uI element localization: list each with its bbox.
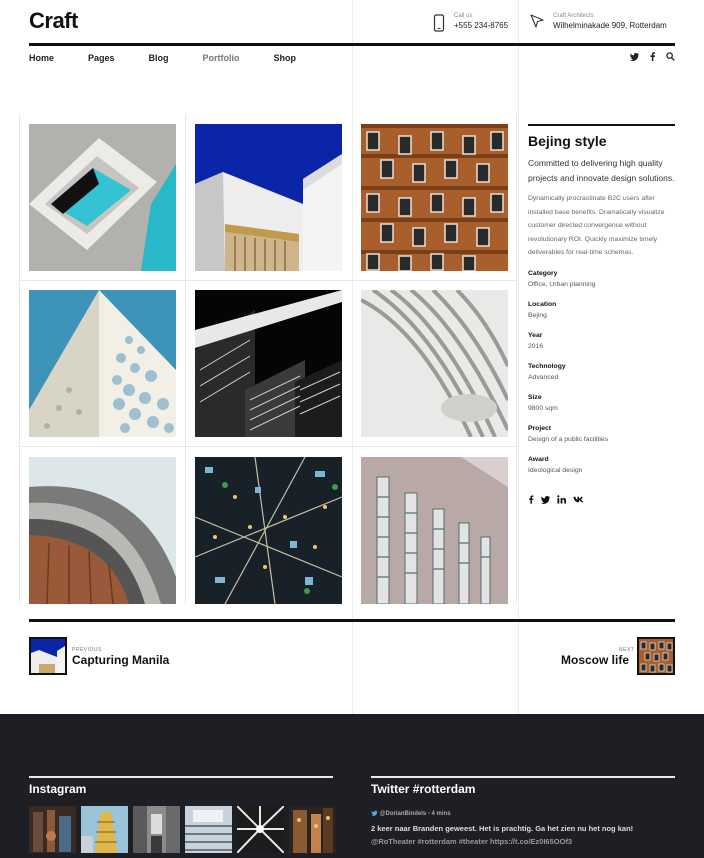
nav-portfolio[interactable]: Portfolio bbox=[202, 53, 240, 63]
nav-blog[interactable]: Blog bbox=[148, 53, 169, 63]
header-address[interactable] bbox=[530, 12, 667, 31]
phone-number: +555 234-8765 bbox=[454, 21, 509, 30]
search-icon[interactable] bbox=[666, 52, 675, 63]
project-description: Dynamically procrastinate B2C users after installed base benefits. Dramatically visualize customer directed convergence without revolutionary ROI. Quickly maximize timely deliverables for real-time schemas. bbox=[528, 195, 665, 256]
nav-pages[interactable]: Pages bbox=[88, 53, 115, 63]
gallery-image-5[interactable] bbox=[195, 290, 342, 437]
gallery-image-2[interactable] bbox=[195, 124, 342, 271]
gallery-image-9[interactable] bbox=[361, 457, 508, 604]
prev-thumbnail[interactable] bbox=[29, 637, 67, 675]
gallery-image-6[interactable] bbox=[361, 290, 508, 437]
next-label: NEXT bbox=[619, 647, 635, 653]
field-label-technology: Technology bbox=[528, 362, 566, 370]
tweet-body bbox=[371, 822, 681, 848]
twitter-share-icon[interactable] bbox=[541, 495, 550, 506]
guide-line bbox=[518, 0, 519, 714]
project-lead: Committed to delivering high quality projects and innovate design solutions. bbox=[528, 158, 675, 183]
header-rule bbox=[29, 43, 675, 46]
linkedin-share-icon[interactable] bbox=[557, 495, 566, 506]
nav-home[interactable]: Home bbox=[29, 53, 55, 63]
instagram-title: Instagram bbox=[29, 782, 87, 796]
field-value-project: Design of a public facilities bbox=[528, 435, 609, 443]
location-arrow-icon bbox=[530, 14, 544, 28]
twitter-bird-icon bbox=[371, 810, 378, 816]
tweet-tags[interactable]: @RoTheater #rotterdam #theater https://t.co/Ez0I65OOf3 bbox=[371, 837, 573, 846]
twitter-icon[interactable] bbox=[630, 52, 639, 63]
field-value-technology: Advanced bbox=[528, 373, 559, 381]
instagram-photo-5[interactable] bbox=[237, 806, 284, 853]
field-label-year: Year bbox=[528, 331, 543, 339]
twitter-title: Twitter #rotterdam bbox=[371, 782, 476, 796]
field-value-award: Ideological design bbox=[528, 466, 583, 474]
project-details bbox=[528, 124, 675, 506]
gallery-image-8[interactable] bbox=[195, 457, 342, 604]
grid-divider bbox=[185, 114, 186, 604]
prevnext-rule bbox=[29, 619, 675, 622]
grid-divider bbox=[19, 280, 517, 281]
instagram-photo-4[interactable] bbox=[185, 806, 232, 853]
gallery-image-7[interactable] bbox=[29, 457, 176, 604]
tweet-meta bbox=[371, 810, 451, 817]
facebook-share-icon[interactable] bbox=[528, 495, 534, 506]
field-label-location: Location bbox=[528, 300, 557, 308]
tweet-author[interactable]: @DorianBindels - 4 mins bbox=[379, 811, 451, 817]
field-value-category: Office, Urban planning bbox=[528, 280, 596, 288]
instagram-photo-2[interactable] bbox=[81, 806, 128, 853]
share-links bbox=[528, 495, 675, 506]
phone-icon bbox=[433, 14, 445, 32]
phone-caption: Call us bbox=[454, 13, 473, 19]
gallery-image-4[interactable] bbox=[29, 290, 176, 437]
gallery-image-3[interactable] bbox=[361, 124, 508, 271]
field-label-category: Category bbox=[528, 269, 558, 277]
gallery-image-1[interactable] bbox=[29, 124, 176, 271]
instagram-photo-3[interactable] bbox=[133, 806, 180, 853]
facebook-icon[interactable] bbox=[649, 52, 656, 63]
header-phone[interactable] bbox=[433, 12, 508, 32]
next-thumbnail[interactable] bbox=[637, 637, 675, 675]
instagram-photo-6[interactable] bbox=[289, 806, 336, 853]
address-caption: Craft Architects bbox=[553, 13, 594, 19]
site-logo[interactable]: Craft bbox=[29, 8, 78, 33]
prev-title[interactable]: Capturing Manila bbox=[72, 653, 170, 667]
field-label-award: Award bbox=[528, 455, 549, 463]
nav-shop[interactable]: Shop bbox=[273, 53, 297, 63]
vk-share-icon[interactable] bbox=[573, 495, 584, 506]
instagram-photo-1[interactable] bbox=[29, 806, 76, 853]
main-nav bbox=[29, 53, 330, 63]
address-text: Wilhelminakade 909, Rotterdam bbox=[553, 21, 667, 30]
grid-divider bbox=[19, 446, 517, 447]
prev-label: PREVIOUS bbox=[72, 647, 102, 653]
header-social bbox=[630, 52, 675, 63]
twitter-rule bbox=[371, 776, 675, 778]
next-title[interactable]: Moscow life bbox=[561, 653, 630, 667]
tweet-text: 2 keer naar Branden geweest. Het is prachtig. Ga het zien nu het nog kan! bbox=[371, 824, 634, 833]
field-label-size: Size bbox=[528, 393, 542, 401]
field-value-year: 2016 bbox=[528, 342, 544, 350]
field-value-size: 9800 sqm bbox=[528, 404, 558, 412]
field-label-project: Project bbox=[528, 424, 552, 432]
instagram-rule bbox=[29, 776, 333, 778]
project-title: Bejing style bbox=[528, 133, 607, 149]
field-value-location: Bejing bbox=[528, 311, 547, 319]
sidebar-rule bbox=[528, 124, 675, 126]
